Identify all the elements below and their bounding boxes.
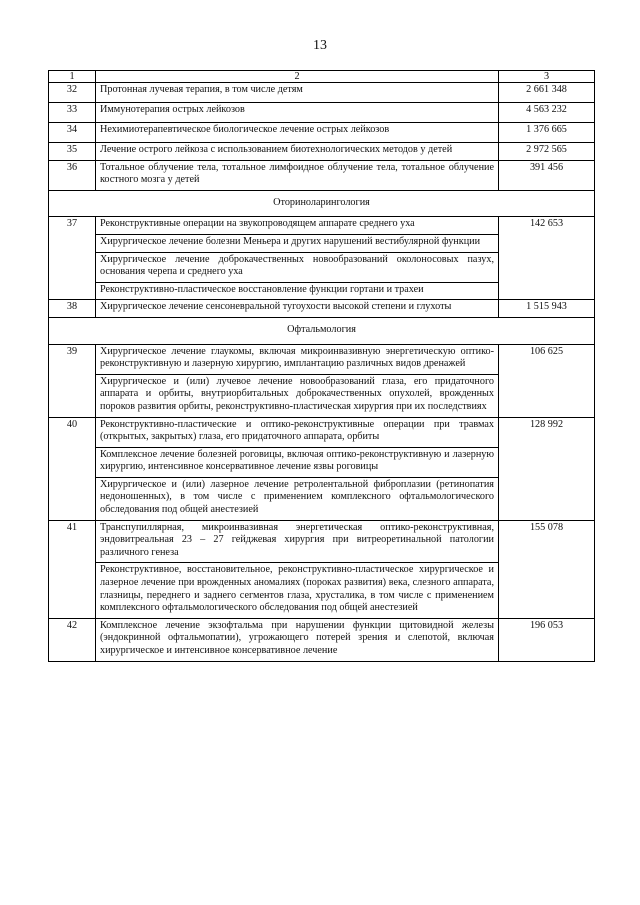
row-number: 41 xyxy=(49,520,96,618)
row-description: Реконструктивно-пластические и оптико-реконструктивные операции при травмах (открытых, закрытых) глаза, его придаточного аппарата, орбиты xyxy=(96,417,499,447)
row-number: 39 xyxy=(49,344,96,417)
table-row xyxy=(49,217,595,235)
table-row xyxy=(49,417,595,447)
row-description: Хирургическое лечение глаукомы, включая микроинвазивную энергетическую оптико-реконструктивную и лазерную хирургию, имплантацию различных видов дренажей xyxy=(96,344,499,374)
row-number: 37 xyxy=(49,217,96,300)
row-description: Лечение острого лейкоза с использованием биотехнологических методов у детей xyxy=(96,143,499,161)
row-value: 1 515 943 xyxy=(499,300,595,318)
row-number: 33 xyxy=(49,103,96,123)
section-header-row xyxy=(49,317,595,344)
row-value: 2 661 348 xyxy=(499,83,595,103)
row-value: 142 653 xyxy=(499,217,595,300)
row-description: Нехимиотерапевтическое биологическое лечение острых лейкозов xyxy=(96,123,499,143)
section-title-otorhinolaryngology: Оториноларингология xyxy=(49,190,595,217)
row-description: Протонная лучевая терапия, в том числе детям xyxy=(96,83,499,103)
row-number: 38 xyxy=(49,300,96,318)
row-number: 34 xyxy=(49,123,96,143)
table-row xyxy=(49,143,595,161)
table-header-row xyxy=(49,71,595,83)
row-number: 35 xyxy=(49,143,96,161)
row-description: Комплексное лечение экзофтальма при нарушении функции щитовидной железы (эндокринной офтальмопатии), угрожающего потерей зрения и слепотой, включая хирургическое и интенсивное консервативное лечение xyxy=(96,618,499,661)
column-number-1: 1 xyxy=(49,71,96,83)
row-number: 32 xyxy=(49,83,96,103)
row-value: 106 625 xyxy=(499,344,595,417)
row-description: Хирургическое и (или) лучевое лечение новообразований глаза, его придаточного аппарата и орбиты, внутриорбитальных доброкачественных опухолей, врожденных пороков развития орбиты, реконструктивно-пластическая хирургия при их последствиях xyxy=(96,374,499,417)
row-description: Реконструктивно-пластическое восстановление функции гортани и трахеи xyxy=(96,282,499,300)
row-description: Реконструктивное, восстановительное, реконструктивно-пластическое хирургическое и лазерное лечение при врожденных аномалиях (пороках развития) века, слезного аппарата, глазницы, переднего и заднего сегментов глаза, хрусталика, в том числе с применением комплексного офтальмологического обследования под общей анестезией xyxy=(96,563,499,618)
row-number: 40 xyxy=(49,417,96,520)
row-value: 128 992 xyxy=(499,417,595,520)
table-row xyxy=(49,520,595,563)
row-description: Реконструктивные операции на звукопроводящем аппарате среднего уха xyxy=(96,217,499,235)
row-description: Хирургическое лечение доброкачественных новообразований околоносовых пазух, основания черепа и среднего уха xyxy=(96,252,499,282)
column-number-3: 3 xyxy=(499,71,595,83)
row-description: Тотальное облучение тела, тотальное лимфоидное облучение тела, тотальное облучение костного мозга у детей xyxy=(96,160,499,190)
row-value: 155 078 xyxy=(499,520,595,618)
section-header-row xyxy=(49,190,595,217)
table-row xyxy=(49,103,595,123)
row-description: Комплексное лечение болезней роговицы, включая оптико-реконструктивную и лазерную хирургию, интенсивное консервативное лечение язвы роговицы xyxy=(96,447,499,477)
row-description: Хирургическое лечение болезни Меньера и других нарушений вестибулярной функции xyxy=(96,234,499,252)
row-value: 4 563 232 xyxy=(499,103,595,123)
table-row xyxy=(49,344,595,374)
row-description: Иммунотерапия острых лейкозов xyxy=(96,103,499,123)
table-row xyxy=(49,123,595,143)
tariff-table xyxy=(48,70,595,662)
row-description: Хирургическое лечение сенсоневральной тугоухости высокой степени и глухоты xyxy=(96,300,499,318)
table-row xyxy=(49,300,595,318)
table-row xyxy=(49,160,595,190)
column-number-2: 2 xyxy=(96,71,499,83)
table-row xyxy=(49,618,595,661)
section-title-ophthalmology: Офтальмология xyxy=(49,317,595,344)
row-value: 196 053 xyxy=(499,618,595,661)
page-number: 13 xyxy=(313,38,327,53)
row-description: Хирургическое и (или) лазерное лечение ретролентальной фиброплазии (ретинопатия недоношенных), в том числе с применением комплексного офтальмологического обследования под общей анестезией xyxy=(96,477,499,520)
row-number: 42 xyxy=(49,618,96,661)
row-description: Транспупиллярная, микроинвазивная энергетическая оптико-реконструктивная, эндовитреальная 23 – 27 гейджевая хирургия при витреоретинальной патологии различного генеза xyxy=(96,520,499,563)
table-row xyxy=(49,83,595,103)
row-value: 2 972 565 xyxy=(499,143,595,161)
row-number: 36 xyxy=(49,160,96,190)
row-value: 1 376 665 xyxy=(499,123,595,143)
row-value: 391 456 xyxy=(499,160,595,190)
